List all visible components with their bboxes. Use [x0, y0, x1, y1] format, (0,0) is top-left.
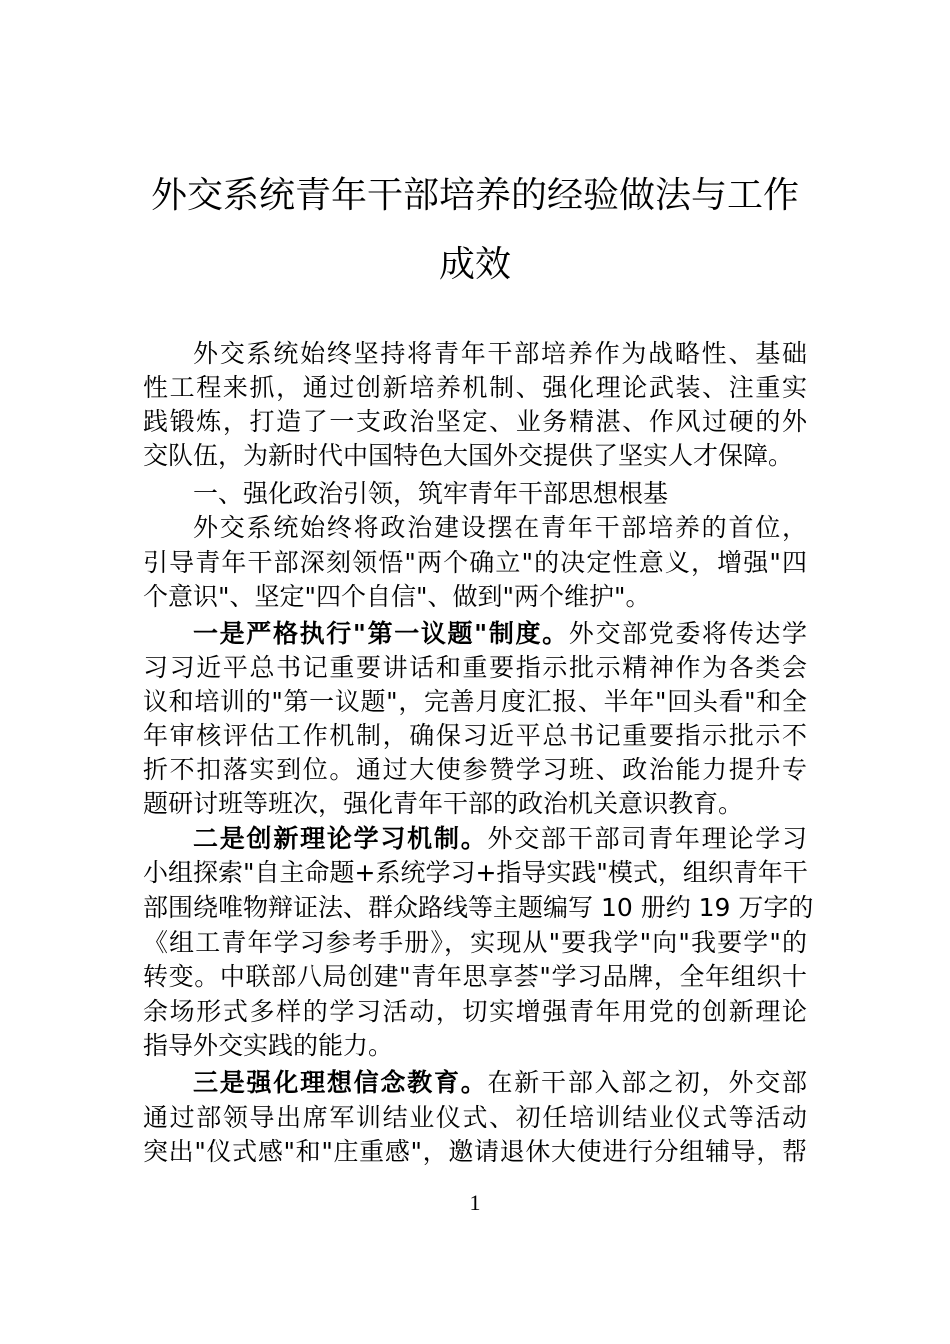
paragraph-line: 突出"仪式感"和"庄重感"，邀请退休大使进行分组辅导，帮 [143, 1137, 807, 1166]
paragraph-line: 年审核评估工作机制，确保习近平总书记重要指示批示不 [143, 721, 807, 750]
paragraph-line: 践锻炼，打造了一支政治坚定、业务精湛、作风过硬的外 [143, 407, 807, 436]
paragraph-line: 性工程来抓，通过创新培养机制、强化理论武装、注重实 [143, 373, 807, 402]
page-number: 1 [469, 1190, 481, 1215]
paragraph-line: 《组工青年学习参考手册》，实现从"要我学"向"我要学"的 [143, 928, 807, 957]
paragraph-line: 引导青年干部深刻领悟"两个确立"的决定性意义，增强"四 [143, 548, 807, 577]
paragraph-line: 余场形式多样的学习活动，切实增强青年用党的创新理论 [143, 997, 807, 1026]
paragraph-line: 外交系统始终坚持将青年干部培养作为战略性、基础 [193, 339, 807, 368]
paragraph-line: 习习近平总书记重要讲话和重要指示批示精神作为各类会 [143, 653, 807, 682]
section-heading: 一、强化政治引领，筑牢青年干部思想根基 [193, 479, 669, 508]
document-title-line-2: 成效 [438, 244, 511, 285]
bold-lead-2: 二是创新理论学习机制。 [193, 824, 488, 853]
paragraph-line: 二是创新理论学习机制。外交部干部司青年理论学习 [193, 824, 807, 853]
paragraph-line: 指导外交实践的能力。 [143, 1031, 394, 1060]
paragraph-line: 通过部领导出席军训结业仪式、初任培训结业仪式等活动 [143, 1103, 807, 1132]
paragraph-line: 三是强化理想信念教育。在新干部入部之初，外交部 [193, 1068, 807, 1097]
paragraph-line: 折不扣落实到位。通过大使参赞学习班、政治能力提升专 [143, 755, 807, 784]
paragraph-line: 转变。中联部八局创建"青年思享荟"学习品牌，全年组织十 [143, 962, 807, 991]
paragraph-line: 一是严格执行"第一议题"制度。外交部党委将传达学 [193, 619, 807, 648]
paragraph-line: 外交系统始终将政治建设摆在青年干部培养的首位， [193, 513, 807, 542]
paragraph-line: 个意识"、坚定"四个自信"、做到"两个维护"。 [143, 582, 651, 611]
document-title-line-1: 外交系统青年干部培养的经验做法与工作 [150, 175, 799, 216]
paragraph-line: 小组探索"自主命题+系统学习+指导实践"模式，组织青年干 [143, 858, 808, 887]
paragraph-line: 议和培训的"第一议题"，完善月度汇报、半年"回头看"和全 [143, 687, 807, 716]
bold-lead-3: 三是强化理想信念教育。 [193, 1068, 488, 1097]
paragraph-line: 部围绕唯物辩证法、群众路线等主题编写 10 册约 19 万字的 [143, 893, 814, 922]
bold-lead-1: 一是严格执行"第一议题"制度。 [193, 619, 569, 648]
paragraph-line: 题研讨班等班次，强化青年干部的政治机关意识教育。 [143, 789, 744, 818]
paragraph-line: 交队伍，为新时代中国特色大国外交提供了坚实人才保障。 [143, 441, 794, 470]
